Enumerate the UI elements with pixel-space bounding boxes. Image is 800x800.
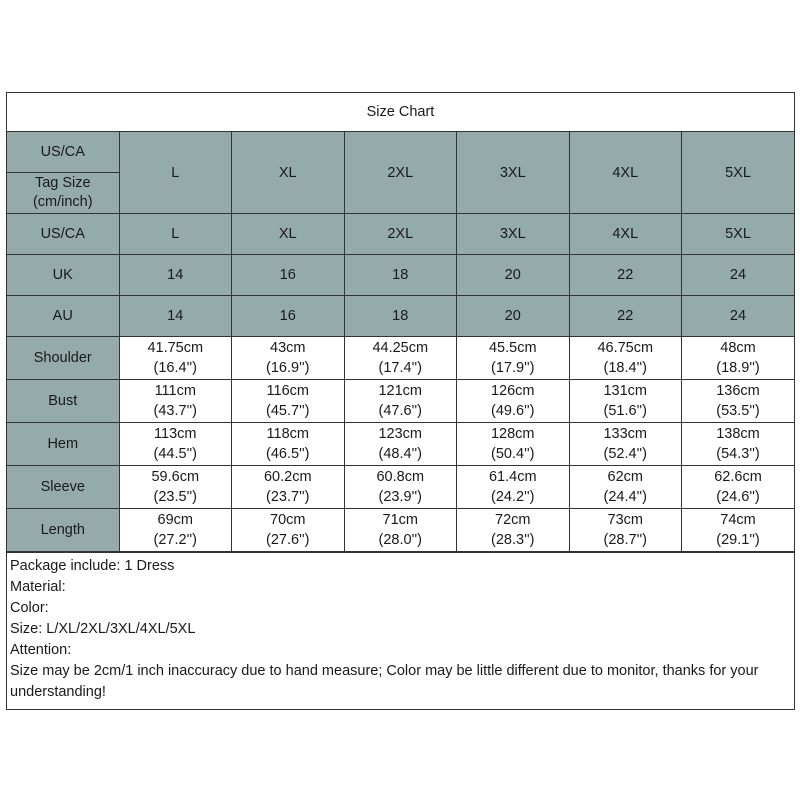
size-row-uk [7,255,794,296]
inch-value: (27.2'') [153,532,197,548]
measurement-cell [682,380,795,423]
cm-value: 133cm [603,426,648,442]
measurement-row-length [7,509,794,552]
measurement-cell [569,509,682,552]
size-cell: 24 [682,255,795,296]
cm-value: 62cm [607,469,643,485]
tag-size-header [7,173,119,214]
measurement-cell [569,466,682,509]
cm-value: 45.5cm [488,340,537,356]
cm-value: 60.8cm [376,469,425,485]
cm-value: 43cm [270,340,306,356]
size-note: Size: L/XL/2XL/3XL/4XL/5XL [10,621,196,637]
cm-value: 60.2cm [263,469,312,485]
cm-value: 136cm [716,383,760,399]
row-label: Bust [7,380,119,423]
inch-value: (27.6'') [266,532,310,548]
attention-note: Attention: [10,642,72,658]
inch-value: (24.2'') [491,489,535,505]
size-cell: 3XL [457,214,570,255]
measurement-cell [682,423,795,466]
measurement-cell [119,423,232,466]
chart-title: Size Chart [7,93,794,132]
inch-value: (51.6'') [603,403,647,419]
measurement-cell [457,466,570,509]
us-ca-header: US/CA [7,132,119,173]
cm-value: 128cm [490,426,535,442]
cm-value: 74cm [720,512,756,528]
cm-value: 138cm [716,426,760,442]
inch-value: (47.6'') [378,403,422,419]
inch-value: (23.9'') [378,489,422,505]
measurement-cell [232,380,345,423]
cm-value: 71cm [382,512,418,528]
measurement-row-sleeve [7,466,794,509]
size-cell: 20 [457,296,570,337]
measurement-cell [119,380,232,423]
measurement-row-shoulder [7,337,794,380]
measurement-cell [344,509,457,552]
material-note: Material: [10,579,66,595]
inch-value: (17.9'') [491,360,535,376]
inch-value: (54.3'') [716,446,760,462]
cm-value: 116cm [266,383,309,399]
cm-value: 73cm [607,512,643,528]
cm-value: 131cm [603,383,648,399]
measurement-cell [119,466,232,509]
measurement-cell [344,337,457,380]
size-cell: 2XL [344,214,457,255]
color-note: Color: [10,600,49,616]
measurement-cell [457,423,570,466]
size-cell: 18 [344,255,457,296]
measurement-cell [457,380,570,423]
inch-value: (16.4'') [153,360,197,376]
inch-value: (29.1'') [716,532,760,548]
cm-value: 41.75cm [147,340,204,356]
cm-value: 72cm [495,512,531,528]
row-label: Shoulder [7,337,119,380]
size-chart [6,92,795,710]
row-label: UK [7,255,119,296]
inch-value: (24.4'') [603,489,647,505]
row-label: Sleeve [7,466,119,509]
cm-value: 59.6cm [151,469,200,485]
size-header-row [7,132,794,173]
row-label: AU [7,296,119,337]
measurement-cell [457,509,570,552]
size-cell: 4XL [569,214,682,255]
size-cell: 16 [232,296,345,337]
size-cell: XL [232,214,345,255]
measurement-cell [569,380,682,423]
size-cell: 14 [119,255,232,296]
inch-value: (45.7'') [266,403,310,419]
measurement-cell [569,423,682,466]
row-label: Hem [7,423,119,466]
size-row-us-ca [7,214,794,255]
size-cell: 24 [682,296,795,337]
inch-value: (28.0'') [378,532,422,548]
size-cell: 18 [344,296,457,337]
measurement-cell [682,466,795,509]
measurement-cell [682,509,795,552]
size-header-l: L [119,132,232,214]
measurement-cell [457,337,570,380]
cm-value: 123cm [378,426,423,442]
cm-value: 44.25cm [372,340,429,356]
cm-value: 113cm [154,426,197,442]
size-header-3xl: 3XL [457,132,570,214]
inch-value: (52.4'') [603,446,647,462]
cm-value: 62.6cm [714,469,762,485]
cm-value: 69cm [157,512,193,528]
inch-value: (43.7'') [153,403,197,419]
inch-value: (16.9'') [266,360,310,376]
measurement-cell [232,423,345,466]
size-cell: L [119,214,232,255]
cm-value: 46.75cm [597,340,654,356]
notes-section [7,552,794,709]
size-cell: 20 [457,255,570,296]
cm-value: 61.4cm [488,469,537,485]
tag-size-unit: (cm/inch) [32,194,93,210]
cm-value: 111cm [154,383,196,399]
size-cell: 22 [569,296,682,337]
inch-value: (23.7'') [266,489,310,505]
size-header-2xl: 2XL [344,132,457,214]
cm-value: 70cm [270,512,306,528]
size-header-4xl: 4XL [569,132,682,214]
title-row [7,93,794,132]
inch-value: (50.4'') [491,446,535,462]
measurement-row-hem [7,423,794,466]
measurement-cell [344,466,457,509]
cm-value: 121cm [378,383,423,399]
inch-value: (44.5'') [153,446,197,462]
inch-value: (24.6'') [716,489,760,505]
size-cell: 5XL [682,214,795,255]
size-row-au [7,296,794,337]
disclaimer-note: Size may be 2cm/1 inch inaccuracy due to hand measure; Color may be little different due to monitor, thanks for your understanding! [10,663,759,700]
inch-value: (28.3'') [491,532,535,548]
measurement-cell [232,466,345,509]
measurement-cell [569,337,682,380]
measurement-cell [232,509,345,552]
size-cell: 22 [569,255,682,296]
measurement-cell [682,337,795,380]
size-header-xl: XL [232,132,345,214]
cm-value: 48cm [720,340,756,356]
measurement-cell [232,337,345,380]
size-chart-table [7,93,794,552]
measurement-cell [119,509,232,552]
size-cell: 16 [232,255,345,296]
row-label: US/CA [7,214,119,255]
cm-value: 118cm [266,426,309,442]
measurement-cell [119,337,232,380]
cm-value: 126cm [490,383,535,399]
inch-value: (46.5'') [266,446,310,462]
measurement-cell [344,380,457,423]
measurement-row-bust [7,380,794,423]
inch-value: (48.4'') [378,446,422,462]
inch-value: (17.4'') [378,360,422,376]
inch-value: (18.4'') [603,360,647,376]
inch-value: (49.6'') [491,403,535,419]
inch-value: (23.5'') [153,489,197,505]
row-label: Length [7,509,119,552]
package-note: Package include: 1 Dress [10,558,175,574]
size-header-5xl: 5XL [682,132,795,214]
tag-size-label: Tag Size [34,175,91,191]
measurement-cell [344,423,457,466]
size-cell: 14 [119,296,232,337]
inch-value: (18.9'') [716,360,760,376]
inch-value: (53.5'') [716,403,760,419]
inch-value: (28.7'') [603,532,647,548]
